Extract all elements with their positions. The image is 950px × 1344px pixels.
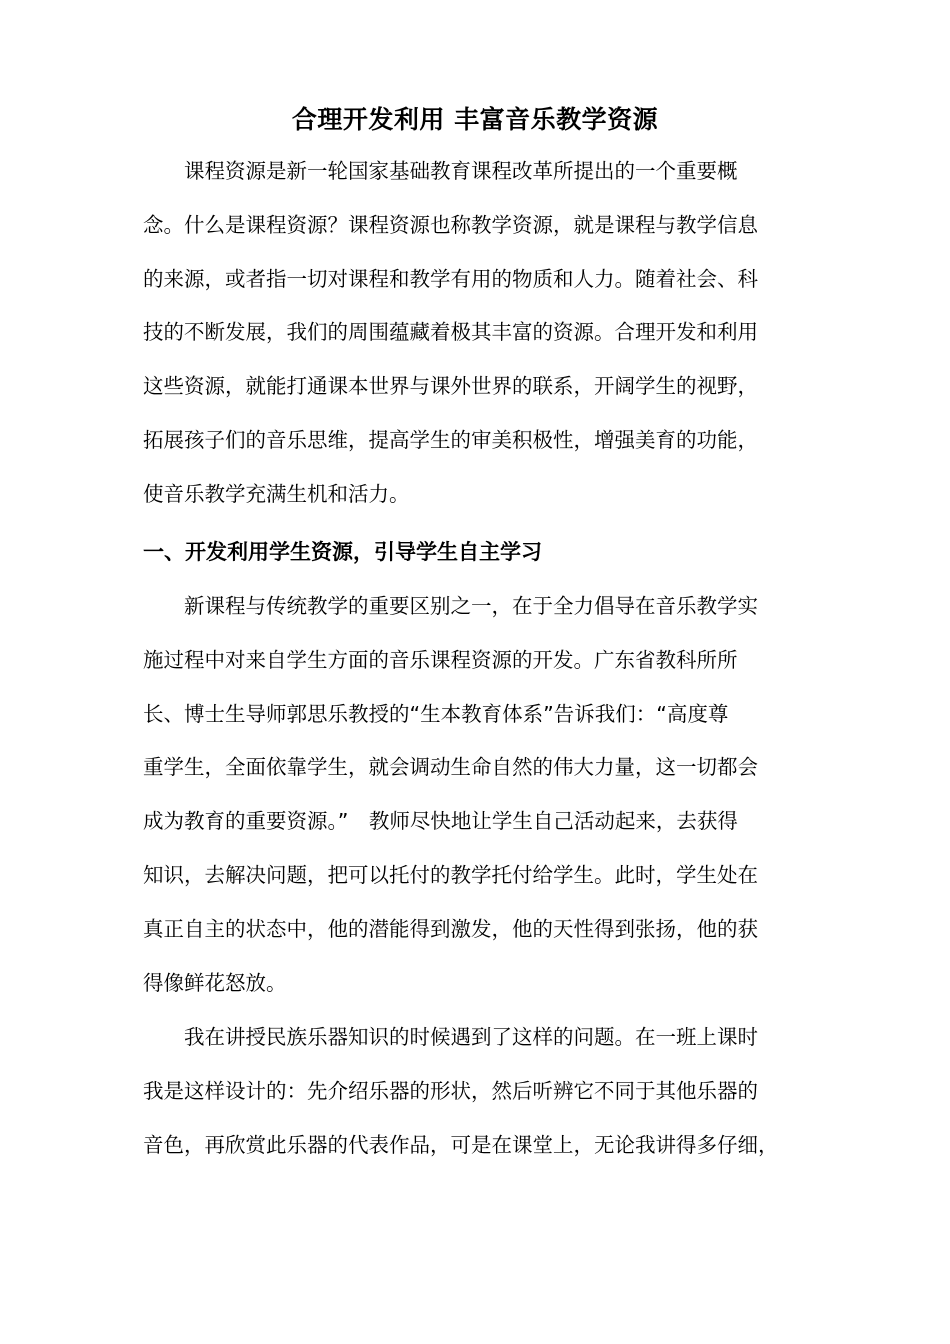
intro-paragraph [143, 145, 818, 522]
section-paragraph [143, 580, 818, 1010]
paragraph-line: 我在讲授民族乐器知识的时候遇到了这样的问题。在一班上课时 [184, 1025, 758, 1049]
paragraph-line: 念。什么是课程资源？课程资源也称教学资源，就是课程与教学信息 [143, 212, 758, 237]
paragraph-line: 这些资源，就能打通课本世界与课外世界的联系，开阔学生的视野， [143, 374, 758, 399]
paragraph-line: 课程资源是新一轮国家基础教育课程改革所提出的一个重要概 [184, 159, 738, 183]
paragraph-line: 真正自主的状态中，他的潜能得到激发，他的天性得到张扬，他的获 [143, 916, 758, 941]
paragraph-line: 重学生，全面依靠学生，就会调动生命自然的伟大力量，这一切都会 [143, 755, 758, 780]
paragraph-line: 得像鲜花怒放。 [143, 970, 287, 995]
paragraph-line: 新课程与传统教学的重要区别之一，在于全力倡导在音乐教学实 [184, 594, 758, 618]
section-heading: 一、开发利用学生资源，引导学生自主学习 [143, 540, 542, 564]
paragraph-line: 使音乐教学充满生机和活力。 [143, 481, 410, 506]
paragraph-line: 长、博士生导师郭思乐教授的“生本教育体系”告诉我们：“高度尊 [143, 701, 729, 726]
paragraph-line: 拓展孩子们的音乐思维，提高学生的审美积极性，增强美育的功能， [143, 427, 758, 452]
paragraph-line: 知识，去解决问题，把可以托付的教学托付给学生。此时，学生处在 [143, 862, 758, 887]
paragraph-line: 成为教育的重要资源。” 教师尽快地让学生自己活动起来，去获得 [143, 809, 738, 834]
paragraph-line: 我是这样设计的：先介绍乐器的形状，然后听辨它不同于其他乐器的 [143, 1078, 758, 1103]
paragraph-line: 施过程中对来自学生方面的音乐课程资源的开发。广东省教科所所 [143, 647, 738, 672]
document-title: 合理开发利用 丰富音乐教学资源 [291, 105, 659, 134]
paragraph-line: 音色，再欣赏此乐器的代表作品，可是在课堂上，无论我讲得多仔细， [143, 1132, 779, 1157]
paragraph-line: 的来源，或者指一切对课程和教学有用的物质和人力。随着社会、科 [143, 266, 758, 291]
paragraph-line: 技的不断发展，我们的周围蕴藏着极其丰富的资源。合理开发和利用 [143, 320, 758, 345]
example-paragraph [143, 1011, 818, 1172]
